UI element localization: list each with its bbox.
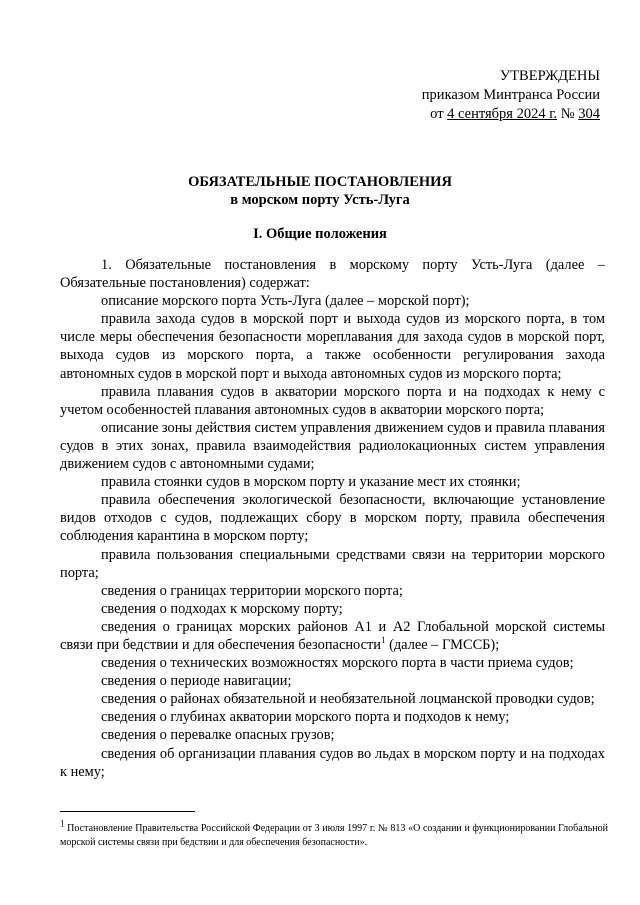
approval-title: УТВЕРЖДЕНЫ [499,68,600,84]
paragraph-text: сведения о границах морских районов А1 и А2 Глобальной морской системы связи при бедствии и для обеспечения безопасности [60,618,605,653]
paragraph: правила пользования специальными средствами связи на территории морского порта; [60,546,605,581]
paragraph: правила обеспечения экологической безопасности, включающие установление видов отходов с судов, подлежащих сбору в морском порту, правила обеспечения соблюдения карантина в морском порту; [60,492,605,545]
footnote-text: Постановление Правительства Российской Федерации от 3 июля 1997 г. № 813 «О создании и функционировании Глобальной морской системы связи при бедствии и для обеспечения безопасности». [60,823,608,848]
document-subtitle: в морском порту Усть-Луга [230,192,410,208]
paragraph: правила стоянки судов в морском порту и указание мест их стоянки; [101,474,521,491]
paragraph: сведения о периоде навигации; [101,673,292,690]
footnote-divider [60,811,195,812]
footnote [60,818,608,850]
paragraph: сведения о глубинах акватории морского порта и подходов к нему; [101,709,510,726]
paragraph: сведения о подходах к морскому порту; [101,600,343,617]
paragraph: правила плавания судов в акватории морского порта и на подходах к нему с учетом особенностей плавания автономных судов в акватории морского порта; [60,383,605,418]
paragraph: описание зоны действия систем управления движением судов и правила плавания судов в этих зонах, правила взаимодействия радиолокационных систем управления движением судов с автономными судами; [60,419,606,473]
paragraph-gmdss [60,618,605,654]
document-title: ОБЯЗАТЕЛЬНЫЕ ПОСТАНОВЛЕНИЯ [188,174,452,190]
paragraph: сведения о районах обязательной и необязательной лоцманской проводки судов; [101,691,595,708]
approval-order-line: приказом Минтранса России [421,87,600,103]
footnote-mark: 1 [60,818,65,829]
paragraph: сведения о границах территории морского порта; [101,582,403,599]
section-heading: I. Общие положения [253,226,387,242]
paragraph: правила захода судов в морской порт и выхода судов из морского порта, в том числе меры обеспечения безопасности мореплавания для захода судов в морской порт, выхода судов из морского порта, а также особенности регулирования захода автономных судов в морской порт и выхода автономных судов из морского порта; [60,311,605,382]
approval-block [400,67,600,124]
approval-number-sign: № [560,106,575,122]
approval-date: 4 сентября 2024 г. [447,106,558,122]
paragraph: сведения об организации плавания судов во льдах в морском порту и на подходах к нему; [60,745,605,780]
paragraph: сведения о перевалке опасных грузов; [101,727,335,744]
paragraph: сведения о технических возможностях морского порта в части приема судов; [101,655,574,672]
paragraph: описание морского порта Усть-Луга (далее – морской порт); [101,293,470,310]
approval-number: 304 [578,106,600,122]
approval-prefix: от [430,106,444,122]
document-body [60,256,605,781]
paragraph: 1. Обязательные постановления в морскому порту Усть-Луга (далее – Обязательные постановления) содержат: [60,257,605,292]
footnote-reference[interactable]: 1 [380,635,386,646]
approval-date-line [400,105,600,124]
paragraph-text: (далее – ГМССБ); [385,636,500,653]
